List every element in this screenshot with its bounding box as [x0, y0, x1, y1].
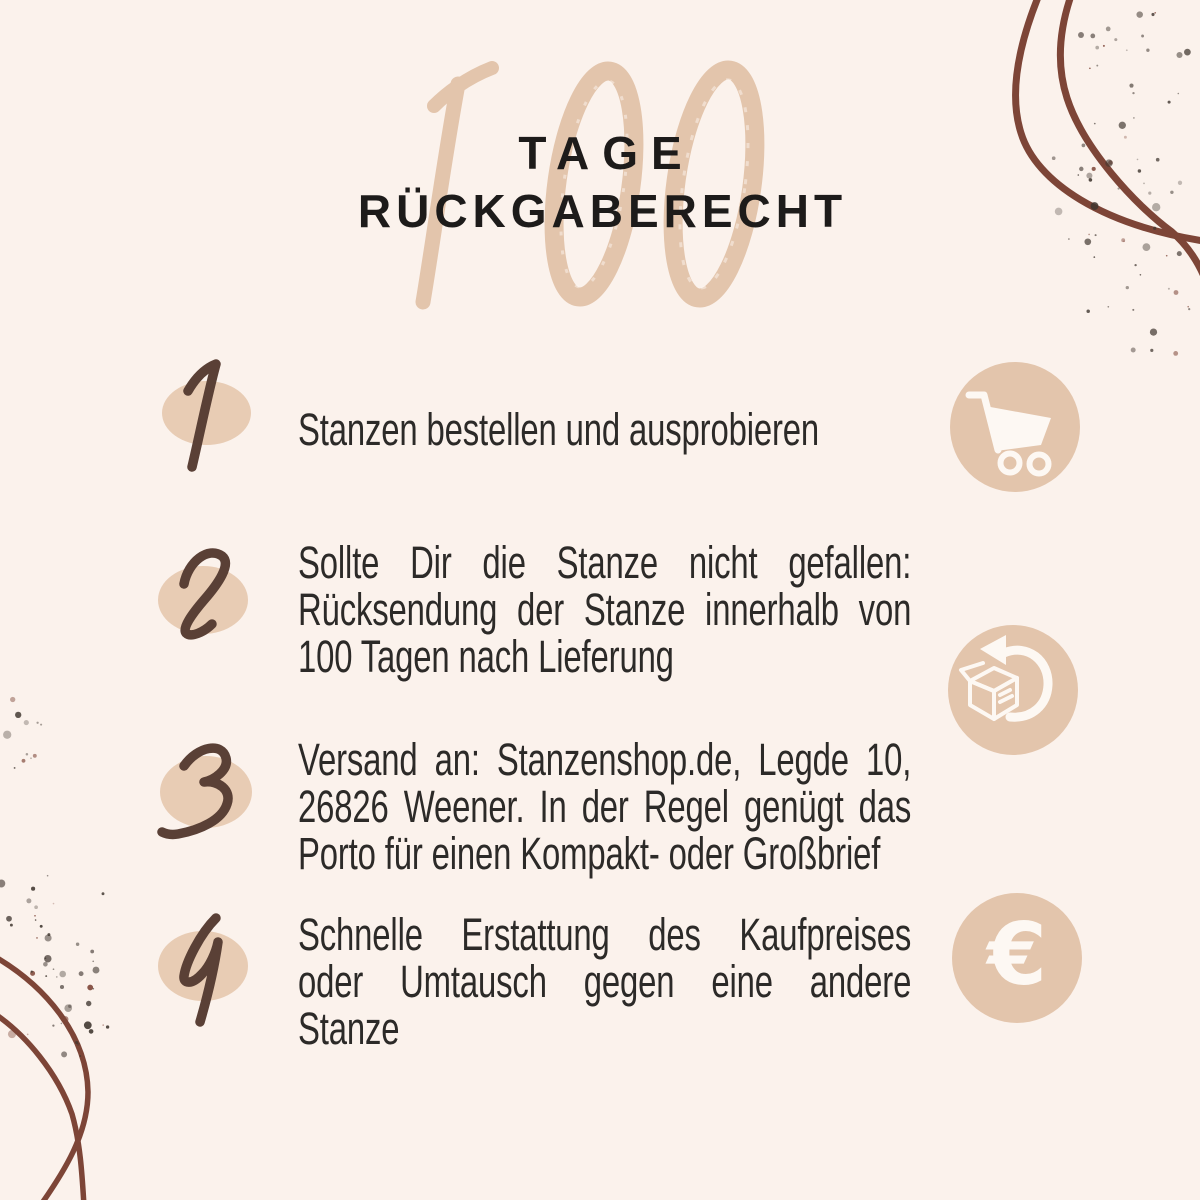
decorative-swirl-top-right	[930, 0, 1200, 360]
euro-icon	[952, 893, 1082, 1023]
euro-glyph: €	[987, 905, 1047, 1005]
step-3-number	[151, 729, 261, 855]
step-4-number	[147, 903, 257, 1029]
shopping-cart-icon	[950, 362, 1080, 492]
page-title-line-2: RÜCKGABERECHT	[357, 185, 848, 237]
page-title-line-1: TAGE	[518, 127, 695, 179]
step-2-text: Sollte Dir die Stanze nicht gefallen: Rücksendung der Stanze innerhalb von 100 Tagen nach Lieferung	[298, 537, 912, 682]
package-return-icon	[948, 625, 1078, 755]
step-1-number	[151, 350, 261, 476]
step-1-text: Stanzen bestellen und ausprobieren	[298, 404, 820, 455]
step-2-number	[147, 537, 257, 663]
step-4-text: Schnelle Erstattung des Kaufpreises oder Umtausch gegen eine andere Stanze	[298, 909, 912, 1054]
watermark-100	[402, 40, 782, 324]
step-3-text: Versand an: Stanzenshop.de, Legde 10, 26826 Weener. In der Regel genügt das Porto für einen Kompakt- oder Großbrief	[298, 734, 912, 879]
